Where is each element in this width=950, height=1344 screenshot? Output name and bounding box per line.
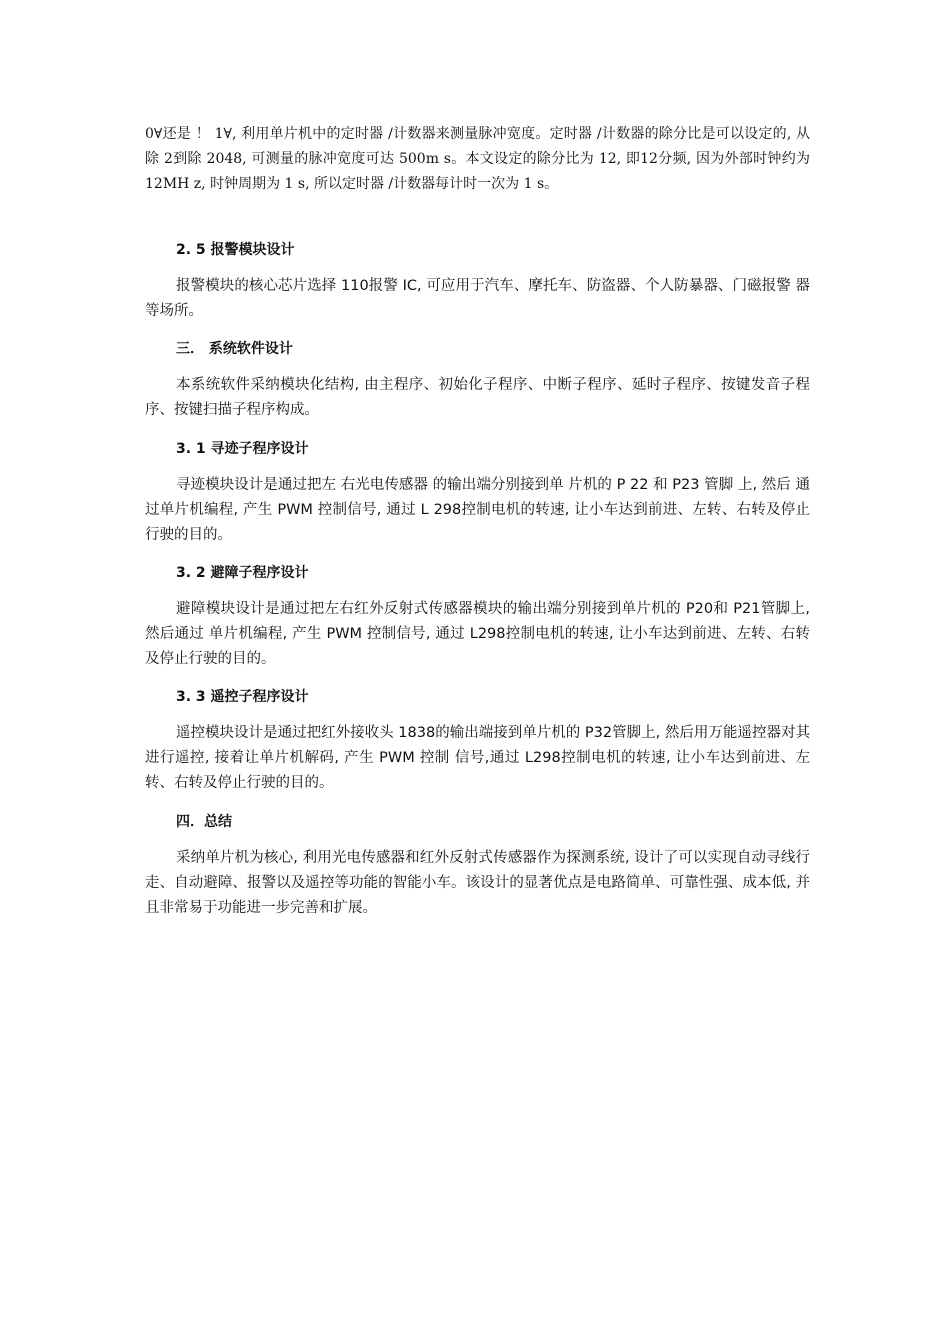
heading-3-2-obstacle: 3. 2 避障子程序设计 xyxy=(176,565,309,581)
paragraph-software-design: 本系统软件采纳模块化结构, 由主程序、初始化子程序、中断子程序、延时子程序、按键发音子程序、按键扫描子程序构成。 xyxy=(145,377,810,418)
heading-summary: 四．总结 xyxy=(176,814,232,830)
heading-2-5-alarm-module: 2. 5 报警模块设计 xyxy=(176,242,295,258)
heading-3-3-remote: 3. 3 遥控子程序设计 xyxy=(176,689,309,705)
paragraph-alarm-module: 报警模块的核心芯片选择 110报警 IC, 可应用于汽车、摩托车、防盗器、个人防暴器、门磁报警 器等场所。 xyxy=(145,278,810,319)
paragraph-timer-measurement: 0∀还是 ！ 1∀, 利用单片机中的定时器 /计数器来测量脉冲宽度。定时器 /计数器的除分比是可以设定的, 从除 2到除 2048, 可测量的脉冲宽度可达 500m s。本文设定的除分比为 12, 即12分频, 因为外部时钟约为 12MH z, 时钟周期为 1 s, 所以定时器 /计数器每计时一次为 1 s。 xyxy=(145,126,810,192)
heading-3-1-tracking: 3. 1 寻迹子程序设计 xyxy=(176,441,309,457)
paragraph-summary: 采纳单片机为核心, 利用光电传感器和红外反射式传感器作为探测系统, 设计了可以实现自动寻线行走、自动避障、报警以及遥控等功能的智能小车。该设计的显著优点是电路简单、可靠性强、成本低, 并且非常易于功能进一步完善和扩展。 xyxy=(145,850,810,916)
paragraph-obstacle: 避障模块设计是通过把左右红外反射式传感器模块的输出端分别接到单片机的 P20和 P21管脚上, 然后通过 单片机编程, 产生 PWM 控制信号, 通过 L298控制电机的转速, 让小车达到前进、左转、右转及停止行驶的目的。 xyxy=(145,601,810,667)
heading-software-design: 三． 系统软件设计 xyxy=(176,341,293,357)
paragraph-remote: 遥控模块设计是通过把红外接收头 1838的输出端接到单片机的 P32管脚上, 然后用万能遥控器对其进行遥控, 接着让单片机解码, 产生 PWM 控制 信号,通过 L298控制电机的转速, 让小车达到前进、左转、右转及停止行驶的目的。 xyxy=(145,725,810,791)
paragraph-tracking: 寻迹模块设计是通过把左 右光电传感器 的输出端分别接到单 片机的 P 22 和 P23 管脚 上, 然后 通过单片机编程, 产生 PWM 控制信号, 通过 L 298控制电机的转速, 让小车达到前进、左转、右转及停止行驶的目的。 xyxy=(145,477,810,543)
